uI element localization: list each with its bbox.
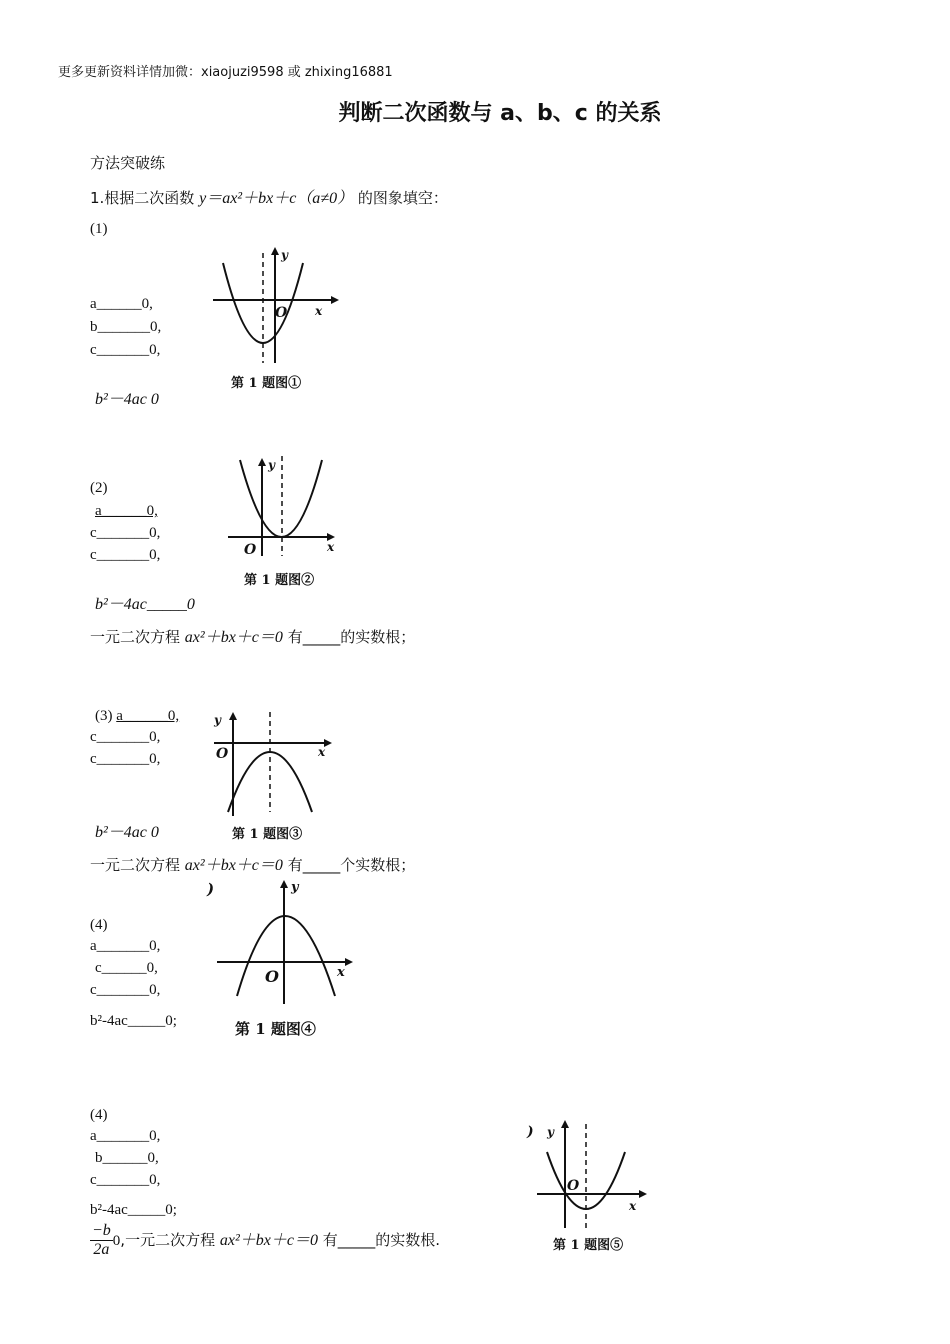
sentence-suffix: 有_____的实数根； (287, 628, 416, 646)
x-label: x (629, 1199, 637, 1213)
part-3-line-a: a______0, (116, 708, 180, 724)
question-prefix: 1.根据二次函数 (90, 189, 195, 207)
part-5-line-a: a_______0, (90, 1128, 161, 1144)
origin-label: O (567, 1178, 580, 1194)
graph-4 (205, 874, 360, 1044)
part-5-label: (4) (90, 1107, 108, 1123)
question-stem (90, 185, 448, 208)
y-label: y (547, 1125, 554, 1139)
part-1-label: (1) (90, 221, 108, 237)
part-1-line-c: c_______0, (90, 342, 161, 358)
x-axis-arrow-icon (345, 958, 353, 966)
parabola-curve (237, 916, 335, 996)
part-4-line-b: c______0, (95, 960, 158, 976)
sentence-equation: ax²＋bx＋c＝0 (184, 857, 283, 874)
part-2-label: (2) (90, 480, 108, 496)
y-axis-arrow-icon (280, 880, 288, 888)
page-header: 更多更新资料详情加微：xiaojuzi9598 或 zhixing16881 (58, 65, 393, 80)
sentence-prefix: 一元二次方程 (90, 628, 181, 646)
section-label: 方法突破练 (90, 154, 166, 172)
part-3-row (95, 708, 179, 725)
sentence-prefix: ,一元二次方程 (120, 1231, 216, 1249)
part-3-label: (3) (95, 708, 113, 724)
origin-label: O (244, 542, 257, 558)
part-5-line-c: c_______0, (90, 1172, 161, 1188)
y-axis-arrow-icon (258, 458, 266, 466)
part-2-line-b: c_______0, (90, 525, 161, 541)
fraction-numerator: −b (92, 1222, 111, 1239)
sentence-suffix: 有_____的实数根. (322, 1231, 441, 1249)
y-axis-arrow-icon (561, 1120, 569, 1128)
part-3-discriminant: b²－4ac 0 (95, 824, 159, 841)
part-3-line-c: c_______0, (90, 751, 161, 767)
graph-5-caption: 第 1 题图⑤ (553, 1238, 624, 1253)
graph-3-caption: 第 1 题图③ (232, 827, 303, 842)
origin-label: O (216, 746, 229, 762)
graph-1 (205, 243, 345, 395)
fraction-denominator: 2a (93, 1241, 110, 1258)
part-1-line-a: a______0, (90, 296, 153, 312)
part-5-sentence (90, 1222, 440, 1259)
part-4-label: (4) (90, 917, 108, 933)
sentence-equation: ax²＋bx＋c＝0 (219, 1232, 318, 1249)
sentence-prefix: 一元二次方程 (90, 856, 181, 874)
part-2-sentence (90, 624, 415, 647)
x-label: x (315, 304, 323, 318)
part-2-line-a: a______0, (95, 503, 158, 519)
part-3-line-b: c_______0, (90, 729, 161, 745)
part-5-discriminant: b²-4ac_____0; (90, 1202, 177, 1218)
part-3-sentence (90, 852, 415, 875)
graph-5 (525, 1116, 655, 1261)
x-axis-arrow-icon (324, 739, 332, 747)
parabola-curve (240, 460, 322, 537)
graph-3 (210, 706, 340, 846)
y-label: y (214, 713, 221, 727)
sentence-equation: ax²＋bx＋c＝0 (184, 629, 283, 646)
part-4-line-c: c_______0, (90, 982, 161, 998)
neg-b-over-2a (90, 1222, 113, 1259)
part-4-discriminant: b²-4ac_____0; (90, 1013, 177, 1029)
part-4-line-a: a_______0, (90, 938, 161, 954)
page-title: 判断二次函数与 a、b、c 的关系 (338, 101, 662, 126)
part-2-discriminant: b²－4ac_____0 (95, 596, 195, 613)
sentence-suffix: 有_____个实数根； (287, 856, 416, 874)
question-formula: y＝ax²＋bx＋c（a≠0） (199, 190, 354, 207)
x-label: x (337, 965, 345, 980)
y-label: y (281, 248, 288, 262)
graph-2 (222, 452, 347, 592)
origin-label: O (275, 305, 288, 321)
graph-2-caption: 第 1 题图② (244, 573, 315, 588)
y-label: y (268, 458, 275, 472)
question-suffix: 的图象填空： (357, 189, 448, 207)
x-label: x (318, 745, 326, 759)
x-axis-arrow-icon (639, 1190, 647, 1198)
part-1-line-b: b_______0, (90, 319, 162, 335)
x-axis-arrow-icon (331, 296, 339, 304)
part-2-line-c: c_______0, (90, 547, 161, 563)
x-label: x (327, 540, 335, 554)
part-5-line-b: b______0, (95, 1150, 159, 1166)
graph-1-caption: 第 1 题图① (231, 376, 302, 391)
part-1-discriminant: b²－4ac 0 (95, 391, 159, 408)
y-axis-arrow-icon (229, 712, 237, 720)
origin-label: O (265, 967, 279, 986)
stray-paren: ) (207, 880, 215, 898)
y-axis-arrow-icon (271, 247, 279, 255)
fraction-comparison: 0 (112, 1233, 121, 1249)
y-label: y (291, 880, 299, 895)
graph-4-caption: 第 1 题图④ (235, 1020, 316, 1038)
stray-paren: ) (527, 1124, 534, 1140)
